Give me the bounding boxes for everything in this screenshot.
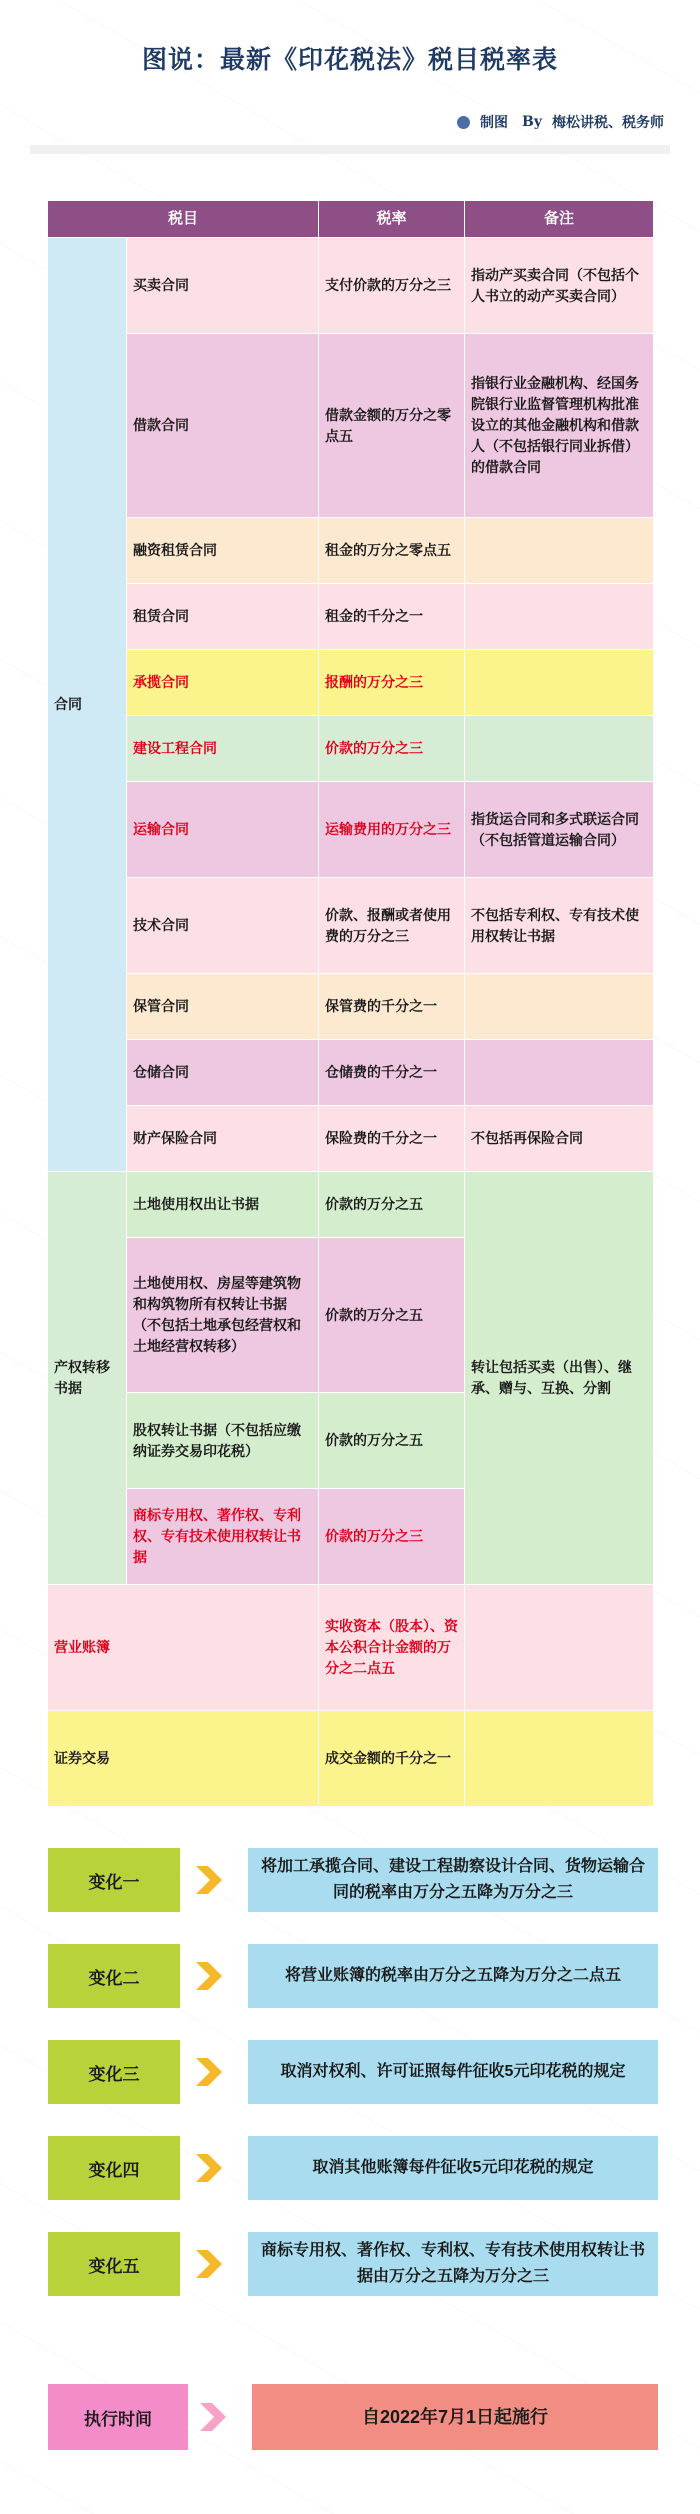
rate-cell: 运输费用的万分之三: [319, 782, 465, 878]
change-item: [48, 1848, 658, 1912]
table-row: [48, 974, 654, 1040]
change-description: 将营业账簿的税率由万分之五降为万分之二点五: [248, 1944, 658, 2008]
change-tag: 变化一: [48, 1848, 180, 1912]
item-cell: 承揽合同: [127, 650, 319, 716]
group-accounts: 营业账簿: [48, 1585, 319, 1711]
column-header-rate: 税率: [319, 201, 465, 238]
change-tag: 变化五: [48, 2232, 180, 2296]
item-cell: 建设工程合同: [127, 716, 319, 782]
note-cell: [465, 974, 654, 1040]
change-item: [48, 1944, 658, 2008]
note-cell: [465, 584, 654, 650]
chevron-right-icon: [200, 2403, 226, 2431]
rate-cell: 价款的万分之三: [319, 1489, 465, 1585]
change-description: 取消其他账簿每件征收5元印花税的规定: [248, 2136, 658, 2200]
rate-cell: 价款的万分之五: [319, 1238, 465, 1393]
item-cell: 运输合同: [127, 782, 319, 878]
chevron-right-icon: [196, 2250, 222, 2278]
rate-cell: 租金的千分之一: [319, 584, 465, 650]
table-row: [48, 1040, 654, 1106]
note-cell: [465, 1711, 654, 1807]
group-contract: 合同: [48, 238, 127, 1172]
note-cell: [465, 650, 654, 716]
rate-cell: 保管费的千分之一: [319, 974, 465, 1040]
note-cell: 转让包括买卖（出售）、继承、赠与、互换、分割: [465, 1172, 654, 1585]
table-row: [48, 1585, 654, 1711]
rate-cell: 价款的万分之五: [319, 1393, 465, 1489]
item-cell: 保管合同: [127, 974, 319, 1040]
table-row: [48, 584, 654, 650]
execution-tag: 执行时间: [48, 2384, 188, 2450]
rate-cell: 价款的万分之五: [319, 1172, 465, 1238]
rate-cell: 成交金额的千分之一: [319, 1711, 465, 1807]
change-item: [48, 2232, 658, 2296]
item-cell: 仓储合同: [127, 1040, 319, 1106]
chevron-right-icon: [196, 1866, 222, 1894]
rate-cell: 实收资本（股本）、资本公积合计金额的万分之二点五: [319, 1585, 465, 1711]
table-row: [48, 1106, 654, 1172]
page-title: 图说：最新《印花税法》税目税率表: [141, 45, 558, 74]
table-row: [48, 650, 654, 716]
note-cell: [465, 1585, 654, 1711]
rate-cell: 报酬的万分之三: [319, 650, 465, 716]
credit-line: [457, 112, 664, 132]
table-row: [48, 1172, 654, 1238]
rate-cell: 仓储费的千分之一: [319, 1040, 465, 1106]
change-item: [48, 2136, 658, 2200]
item-cell: 买卖合同: [127, 238, 319, 334]
item-cell: 商标专用权、著作权、专利权、专有技术使用权转让书据: [127, 1489, 319, 1585]
rate-cell: 支付价款的万分之三: [319, 238, 465, 334]
note-cell: 指银行业金融机构、经国务院银行业监督管理机构批准设立的其他金融机构和借款人（不包括银行同业拆借）的借款合同: [465, 334, 654, 518]
credit-author: 梅松讲税、税务师: [552, 115, 664, 131]
column-header-item: 税目: [48, 201, 319, 238]
item-cell: 租赁合同: [127, 584, 319, 650]
item-cell: 借款合同: [127, 334, 319, 518]
tax-rate-table: [47, 200, 654, 1807]
chevron-right-icon: [196, 2058, 222, 2086]
item-cell: 土地使用权出让书据: [127, 1172, 319, 1238]
table-header-row: [48, 201, 654, 238]
execution-description: 自2022年7月1日起施行: [252, 2384, 658, 2450]
change-description: 取消对权利、许可证照每件征收5元印花税的规定: [248, 2040, 658, 2104]
rate-cell: 价款的万分之三: [319, 716, 465, 782]
item-cell: 土地使用权、房屋等建筑物和构筑物所有权转让书据（不包括土地承包经营权和土地经营权转移）: [127, 1238, 319, 1393]
item-cell: 财产保险合同: [127, 1106, 319, 1172]
chevron-right-icon: [196, 1962, 222, 1990]
item-cell: 技术合同: [127, 878, 319, 974]
chevron-right-icon: [196, 2154, 222, 2182]
note-cell: [465, 1040, 654, 1106]
table-row: [48, 518, 654, 584]
rate-cell: 保险费的千分之一: [319, 1106, 465, 1172]
table-row: [48, 782, 654, 878]
change-tag: 变化三: [48, 2040, 180, 2104]
rate-cell: 价款、报酬或者使用费的万分之三: [319, 878, 465, 974]
table-row: [48, 334, 654, 518]
group-property: 产权转移书据: [48, 1172, 127, 1585]
header-divider: [30, 145, 670, 154]
credit-by: By: [522, 114, 542, 130]
bullet-dot-icon: [457, 116, 470, 129]
execution-row: [48, 2384, 658, 2450]
table-row: [48, 716, 654, 782]
change-description: 将加工承揽合同、建设工程勘察设计合同、货物运输合同的税率由万分之五降为万分之三: [248, 1848, 658, 1912]
group-securities: 证券交易: [48, 1711, 319, 1807]
change-description: 商标专用权、著作权、专利权、专有技术使用权转让书据由万分之五降为万分之三: [248, 2232, 658, 2296]
column-header-note: 备注: [465, 201, 654, 238]
rate-cell: 借款金额的万分之零点五: [319, 334, 465, 518]
item-cell: 融资租赁合同: [127, 518, 319, 584]
table-row: [48, 878, 654, 974]
change-tag: 变化四: [48, 2136, 180, 2200]
note-cell: 不包括专利权、专有技术使用权转让书据: [465, 878, 654, 974]
change-tag: 变化二: [48, 1944, 180, 2008]
item-cell: 股权转让书据（不包括应缴纳证券交易印花税）: [127, 1393, 319, 1489]
note-cell: [465, 716, 654, 782]
table-row: [48, 238, 654, 334]
rate-cell: 租金的万分之零点五: [319, 518, 465, 584]
credit-prefix: 制图: [480, 115, 509, 131]
note-cell: 不包括再保险合同: [465, 1106, 654, 1172]
note-cell: 指动产买卖合同（不包括个人书立的动产买卖合同）: [465, 238, 654, 334]
change-item: [48, 2040, 658, 2104]
note-cell: 指货运合同和多式联运合同（不包括管道运输合同）: [465, 782, 654, 878]
note-cell: [465, 518, 654, 584]
changes-list: [48, 1848, 658, 2328]
table-row: [48, 1711, 654, 1807]
